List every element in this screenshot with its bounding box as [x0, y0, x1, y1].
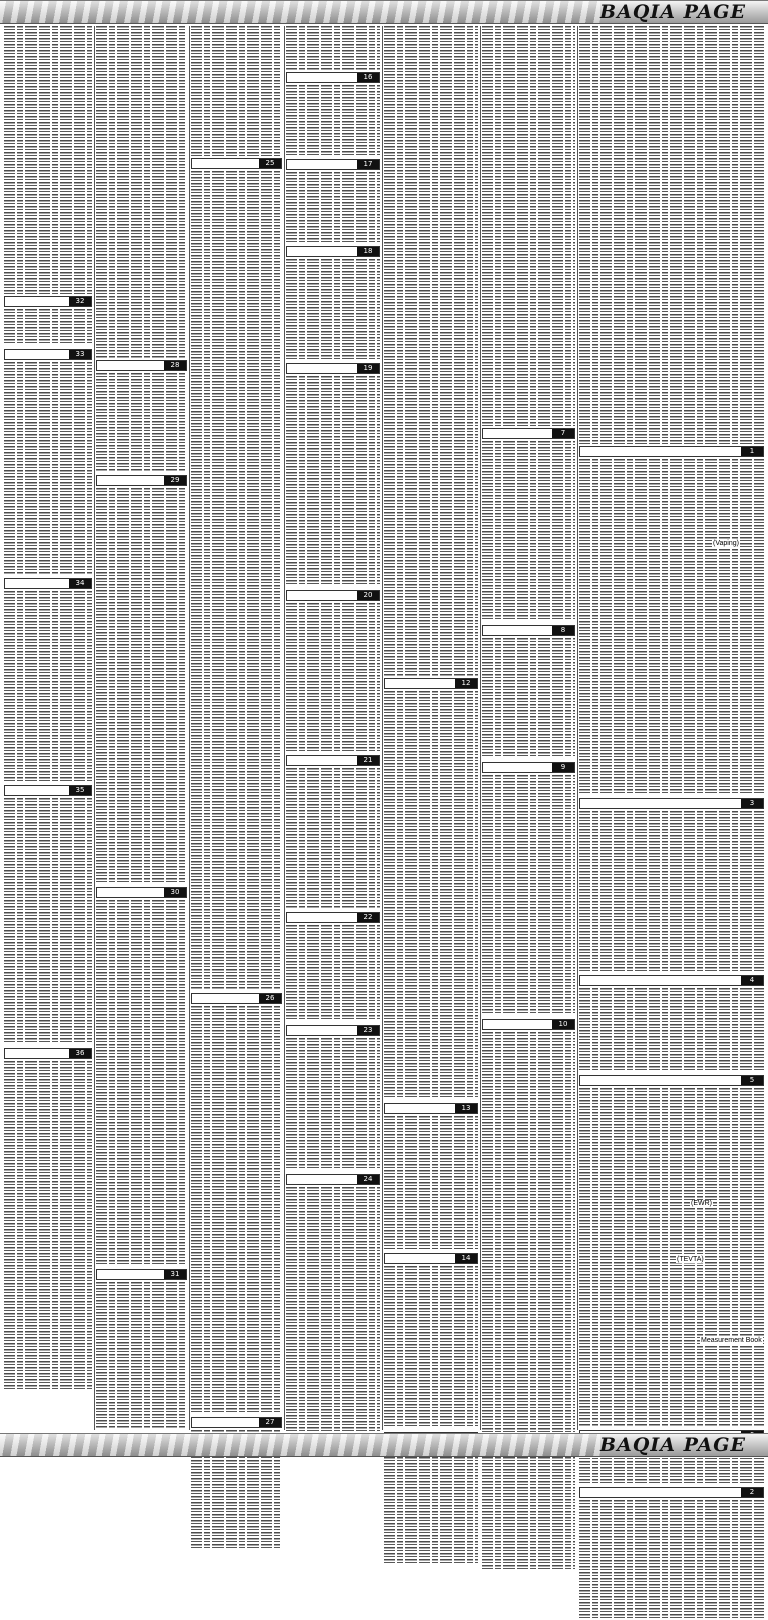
column-rule: [480, 26, 481, 1430]
article-text: [4, 362, 92, 574]
article-text: [579, 1500, 764, 1620]
news-item: [286, 1025, 380, 1170]
news-item: [96, 360, 187, 471]
article-text: [96, 1282, 187, 1428]
item-number: 10: [552, 1020, 574, 1029]
item-number: 7: [552, 429, 574, 438]
item-header: [96, 360, 187, 371]
item-number: 29: [164, 476, 186, 485]
article-text: [482, 1451, 575, 1571]
news-item: [286, 755, 380, 908]
news-item: [384, 678, 478, 1099]
item-header: [286, 590, 380, 601]
item-number: 27: [259, 1418, 281, 1427]
footer-decoration: [0, 1434, 600, 1456]
news-item: [191, 993, 282, 1413]
col-2: [96, 26, 187, 1430]
article-text: [384, 1266, 478, 1428]
item-number: 22: [357, 913, 379, 922]
article-text: [286, 1038, 380, 1170]
news-item: [482, 1019, 575, 1434]
article-text: [4, 591, 92, 781]
inline-latin-text: (TEVTA): [677, 1256, 704, 1263]
article-text: [286, 925, 380, 1021]
item-number: 13: [455, 1104, 477, 1113]
header-decoration: [0, 1, 600, 23]
article-text: [579, 459, 764, 794]
item-header: [286, 755, 380, 766]
news-item: [286, 72, 380, 155]
news-item: [4, 349, 92, 574]
item-number: 12: [455, 679, 477, 688]
article-text: [191, 171, 282, 989]
item-header: [579, 1075, 764, 1086]
item-header: [579, 446, 764, 457]
item-number: 35: [69, 786, 91, 795]
news-item: [482, 625, 575, 758]
item-header: [482, 1019, 575, 1030]
item-number: 18: [357, 247, 379, 256]
item-number: 33: [69, 350, 91, 359]
item-number: 32: [69, 297, 91, 306]
news-item: [4, 1048, 92, 1389]
header-band: [0, 0, 768, 24]
item-number: 26: [259, 994, 281, 1003]
article-text: [384, 26, 478, 676]
article-text: [579, 988, 764, 1071]
item-number: 4: [741, 976, 763, 985]
column-rule: [189, 26, 190, 1430]
item-header: [4, 296, 92, 307]
item-number: 28: [164, 361, 186, 370]
item-number: 36: [69, 1049, 91, 1058]
item-header: [286, 363, 380, 374]
news-item: [96, 1269, 187, 1428]
news-item: [286, 590, 380, 751]
col-4: [286, 26, 380, 1430]
item-header: [384, 1103, 478, 1114]
item-number: 2: [741, 1488, 763, 1497]
news-item: [579, 1487, 764, 1620]
item-number: 31: [164, 1270, 186, 1279]
news-item: [191, 158, 282, 989]
article-text: [96, 373, 187, 471]
footer-title: BAQIA PAGE: [600, 1434, 746, 1456]
article-text: [482, 775, 575, 1015]
article-text: [579, 26, 764, 444]
item-number: 16: [357, 73, 379, 82]
article-text: [482, 26, 575, 426]
item-header: [579, 1487, 764, 1498]
article-text: [4, 309, 92, 345]
item-header: [384, 678, 478, 689]
news-item: [384, 1103, 478, 1249]
item-header: [4, 785, 92, 796]
article-text: [191, 26, 282, 156]
item-number: 3: [741, 799, 763, 808]
item-header: [4, 578, 92, 589]
item-header: [191, 158, 282, 169]
article-text: [579, 811, 764, 971]
article-text: [286, 85, 380, 155]
item-number: 8: [552, 626, 574, 635]
news-item: [96, 475, 187, 883]
article-text: [96, 26, 187, 358]
column-rule: [577, 26, 578, 1430]
article-text: [482, 1032, 575, 1434]
inline-latin-text: Measurement Book: [701, 1337, 762, 1344]
item-header: [579, 798, 764, 809]
article-text: [286, 1187, 380, 1437]
news-item: [482, 1438, 575, 1571]
inline-latin-text: (Vaping): [713, 540, 739, 547]
news-item: [96, 887, 187, 1265]
article-text: [482, 441, 575, 621]
item-header: [286, 246, 380, 257]
item-header: [96, 887, 187, 898]
article-text: [4, 798, 92, 1044]
news-item: [579, 446, 764, 794]
item-number: 25: [259, 159, 281, 168]
article-text: [286, 603, 380, 751]
item-header: [482, 762, 575, 773]
news-item: [579, 1075, 764, 1426]
article-text: [286, 26, 380, 70]
item-header: [384, 1253, 478, 1264]
article-text: [286, 259, 380, 359]
article-text: [384, 1445, 478, 1565]
col-5: [384, 26, 478, 1430]
news-item: [286, 363, 380, 586]
item-header: [286, 912, 380, 923]
news-item: [4, 296, 92, 345]
article-text: [384, 1116, 478, 1249]
article-text: [286, 768, 380, 908]
article-text: [579, 1088, 764, 1426]
article-text: [191, 1006, 282, 1413]
article-text: [96, 488, 187, 883]
item-header: [482, 625, 575, 636]
news-item: [286, 912, 380, 1021]
item-number: 30: [164, 888, 186, 897]
item-header: [286, 159, 380, 170]
item-number: 19: [357, 364, 379, 373]
item-number: 23: [357, 1026, 379, 1035]
column-rule: [382, 26, 383, 1430]
item-number: 20: [357, 591, 379, 600]
item-number: 5: [741, 1076, 763, 1085]
news-item: [579, 975, 764, 1071]
item-number: 1: [741, 447, 763, 456]
footer-band: [0, 1433, 768, 1457]
news-item: [286, 1174, 380, 1437]
news-item: [482, 762, 575, 1015]
news-item: [4, 785, 92, 1044]
col-6: [482, 26, 575, 1430]
item-header: [4, 1048, 92, 1059]
news-item: [286, 159, 380, 242]
item-number: 14: [455, 1254, 477, 1263]
news-item: [4, 578, 92, 781]
col-3: [191, 26, 282, 1430]
item-header: [191, 1417, 282, 1428]
item-header: [4, 349, 92, 360]
news-item: [384, 1253, 478, 1428]
item-header: [191, 993, 282, 1004]
inline-latin-text: (EWR): [691, 1200, 712, 1207]
item-header: [96, 475, 187, 486]
column-rule: [284, 26, 285, 1430]
item-header: [96, 1269, 187, 1280]
page-title: BAQIA PAGE: [600, 1, 746, 23]
article-text: [96, 900, 187, 1265]
article-text: [384, 691, 478, 1099]
item-header: [579, 975, 764, 986]
item-number: 24: [357, 1175, 379, 1184]
item-number: 17: [357, 160, 379, 169]
column-rule: [94, 26, 95, 1430]
item-number: 9: [552, 763, 574, 772]
article-text: [4, 1061, 92, 1389]
item-header: [482, 428, 575, 439]
article-text: [286, 172, 380, 242]
item-header: [286, 1025, 380, 1036]
item-number: 34: [69, 579, 91, 588]
item-number: 21: [357, 756, 379, 765]
article-text: [482, 638, 575, 758]
article-text: [286, 376, 380, 586]
news-item: [286, 246, 380, 359]
col-1: [4, 26, 92, 1430]
news-item: [482, 428, 575, 621]
item-header: [286, 1174, 380, 1185]
article-text: [4, 26, 92, 294]
item-header: [286, 72, 380, 83]
news-item: [579, 798, 764, 971]
